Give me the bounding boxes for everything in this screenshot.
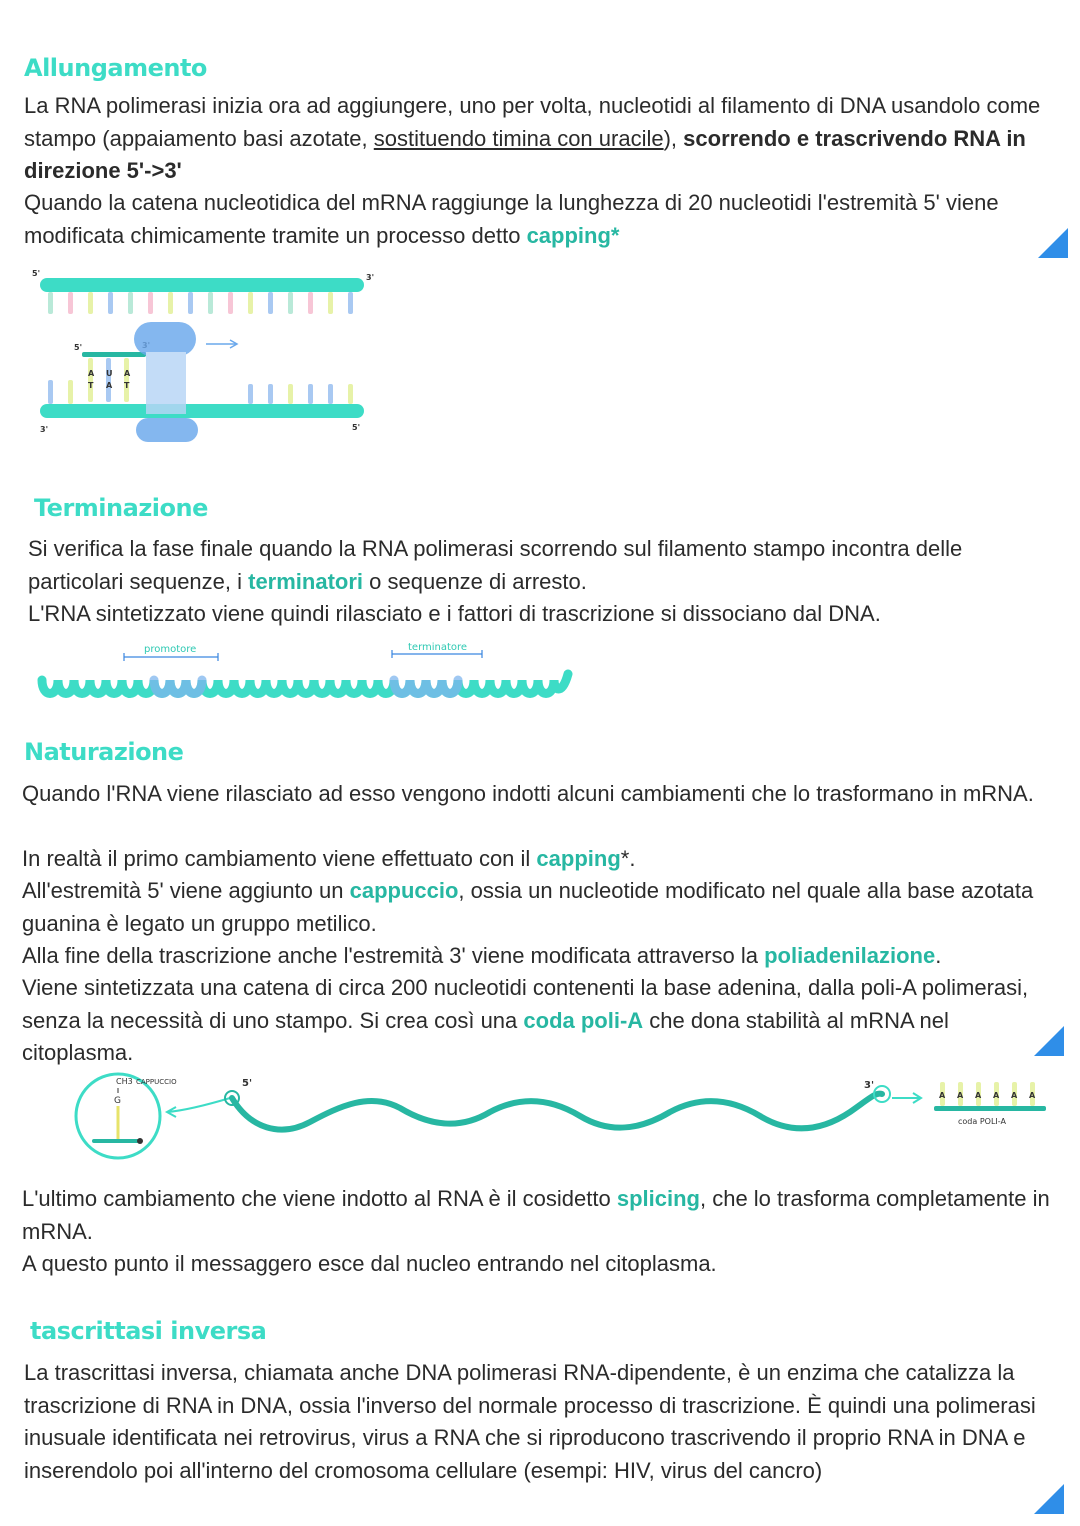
- tail-base: A: [1011, 1091, 1018, 1100]
- rna-strand: [82, 352, 146, 357]
- label-five-prime: 5': [242, 1078, 253, 1089]
- dna-top-strand: [40, 278, 364, 292]
- section-title-trascrittasi: tascrittasi inversa: [30, 1317, 267, 1345]
- highlight-terminatori: terminatori: [248, 568, 364, 594]
- bottom-base-ticks: [48, 380, 353, 404]
- text-run: , ossia un nucleotide modificato nel quale alla base azotata guanina è legato un gruppo metilico.: [22, 878, 1034, 936]
- text-run: ),: [663, 125, 684, 151]
- maturazione-paragraph-7: A questo punto il messaggero esce dal nucleo entrando nel citoplasma.: [22, 1251, 717, 1276]
- text-run: *.: [620, 846, 636, 871]
- text-run: .: [935, 943, 942, 968]
- maturazione-paragraph-1: Quando l'RNA viene rilasciato ad esso vengono indotti alcuni cambiamenti che lo trasformano in mRNA.: [22, 781, 1034, 806]
- text-run: Quando la catena nucleotidica del mRNA raggiunge la lunghezza di 20 nucleotidi l'estremità 5' viene modificata chimicamente tramite un processo detto: [24, 190, 999, 248]
- tail-base: A: [975, 1091, 982, 1100]
- highlight-coda-poli-a: coda poli-A: [523, 1007, 644, 1033]
- mrna-strand: [232, 1094, 882, 1130]
- dna-base-3: T: [124, 381, 130, 390]
- tail-base: A: [1029, 1091, 1036, 1100]
- text-run: Alla fine della trascrizione anche l'estremità 3' viene modificata attraverso la: [22, 943, 765, 968]
- label-coda-poli-a: coda POLI-A: [958, 1117, 1006, 1126]
- maturazione-paragraph-5: [22, 972, 1052, 1070]
- label-ch3: CH3: [116, 1077, 133, 1086]
- text-run: All'estremità 5' viene aggiunto un: [22, 878, 350, 903]
- termination-diagram: [36, 640, 576, 706]
- rna-base-3: A: [124, 369, 131, 378]
- text-run: o sequenze di arresto.: [363, 568, 587, 594]
- section-title-terminazione: Terminazione: [34, 494, 208, 522]
- dna-coil-helix: [42, 674, 568, 694]
- label-cappuccio: CAPPUCCIO: [136, 1078, 177, 1086]
- direction-arrow: [206, 340, 237, 348]
- maturation-diagram: [70, 1068, 1050, 1164]
- allungamento-paragraph-2: [24, 187, 1054, 252]
- arrow-to-tail: [892, 1093, 921, 1103]
- arrow-to-cap: [167, 1098, 230, 1117]
- highlight-splicing: splicing: [616, 1186, 700, 1211]
- label-promotore: promotore: [144, 644, 197, 655]
- dna-bottom-strand: [40, 404, 364, 418]
- page-corner-icon: [1038, 228, 1068, 258]
- label-three-prime: 3': [864, 1080, 875, 1091]
- terminazione-paragraph-2: L'RNA sintetizzato viene quindi rilasciato e i fattori di trascrizione si dissociano dal DNA.: [28, 601, 881, 626]
- cap-node: [137, 1138, 143, 1144]
- elongation-diagram: [30, 262, 390, 452]
- label-rna-5: 5': [74, 343, 83, 352]
- terminazione-paragraph-1: [28, 533, 1058, 598]
- highlight-capping: capping: [536, 846, 621, 871]
- terminator-highlight: [394, 680, 458, 694]
- text-run: , che lo trasforma completamente in mRNA.: [22, 1186, 1050, 1244]
- maturazione-paragraph-3: [22, 875, 1052, 940]
- rna-base-2: U: [106, 369, 113, 378]
- trascrittasi-paragraph-1: La trascrittasi inversa, chiamata anche DNA polimerasi RNA-dipendente, è un enzima che catalizza la trascrizione di RNA in DNA, ossia l'inverso del normale processo di trascrizione. È quindi una polimerasi inusuale identificata nei retrovirus, virus a RNA che si riproducono trascrivendo il proprio RNA in DNA e inserendolo poi all'interno del cromosoma cellulare (esempi: HIV, virus del cancro): [24, 1360, 1036, 1483]
- label-terminatore: terminatore: [408, 642, 468, 653]
- rna-bases: [88, 358, 129, 402]
- highlight-poliadenilazione: poliadenilazione: [764, 943, 936, 968]
- label-bottom-3: 3': [40, 425, 49, 434]
- section-title-allungamento: Allungamento: [24, 54, 207, 82]
- tail-base: A: [993, 1091, 1000, 1100]
- maturazione-paragraph-6: [22, 1183, 1052, 1248]
- bold-text: scorrendo e trascrivendo RNA in direzione 5'->3': [24, 125, 1026, 183]
- underlined-text: sostituendo timina con uracile: [373, 125, 664, 151]
- allungamento-paragraph-1: [24, 90, 1054, 188]
- dna-base-1: T: [88, 381, 94, 390]
- tail-base: A: [939, 1091, 946, 1100]
- rna-base-1: A: [88, 369, 95, 378]
- text-run: Viene sintetizzata una catena di circa 200 nucleotidi contenenti la base adenina, dalla poli-A polimerasi, senza la necessità di uno stampo. Si crea così una: [22, 975, 1029, 1033]
- text-run: In realtà il primo cambiamento viene effettuato con il: [22, 846, 537, 871]
- page-corner-icon: [1034, 1026, 1064, 1056]
- promoter-highlight: [154, 680, 202, 694]
- tail-base: A: [957, 1091, 964, 1100]
- text-run: La RNA polimerasi inizia ora ad aggiungere, uno per volta, nucleotidi al filamento di DNA usandolo come stampo (appaiamento basi azotate,: [24, 93, 1041, 151]
- label-top-3: 3': [366, 273, 375, 282]
- label-g: G: [114, 1096, 121, 1106]
- text-run: Si verifica la fase finale quando la RNA polimerasi scorrendo sul filamento stampo incontra delle particolari sequenze, i: [28, 536, 963, 594]
- text-run: L'ultimo cambiamento che viene indotto al RNA è il cosidetto: [22, 1186, 617, 1211]
- page-corner-icon: [1034, 1484, 1064, 1514]
- top-base-ticks: [48, 292, 353, 314]
- highlight-cappuccio: cappuccio: [349, 878, 459, 903]
- label-bottom-5: 5': [352, 423, 361, 432]
- section-title-maturazione: Naturazione: [24, 738, 184, 766]
- rna-polymerase: [134, 322, 198, 442]
- label-top-5: 5': [32, 269, 41, 278]
- dna-base-2: A: [106, 381, 113, 390]
- highlight-capping: capping*: [526, 222, 620, 248]
- text-run: che dona stabilità al mRNA nel citoplasma.: [22, 1007, 949, 1065]
- maturazione-paragraph-2: [22, 843, 1052, 876]
- maturazione-paragraph-4: [22, 940, 1052, 973]
